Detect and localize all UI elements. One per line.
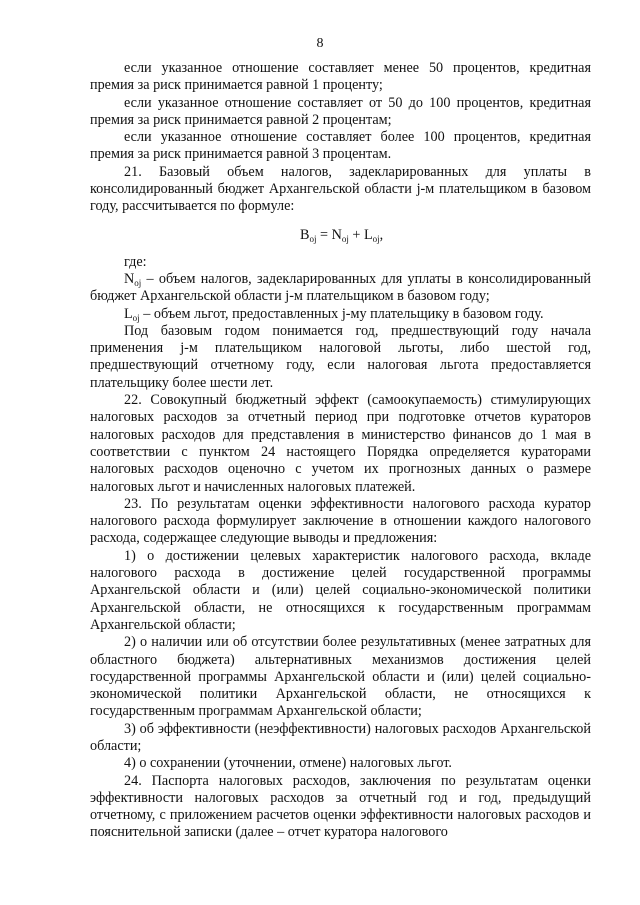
document-body bbox=[90, 60, 591, 842]
formula-lhs-subscript: oj bbox=[309, 233, 317, 244]
formula-term-l-subscript: oj bbox=[372, 233, 380, 244]
formula-term-n-subscript: oj bbox=[341, 233, 349, 244]
paragraph-item-23: 23. По результатам оценки эффективности налогового расхода куратор налогового расхода формулирует заключение в отношении каждого налогового расхода, содержащее следующие выводы и предложения: bbox=[90, 495, 591, 547]
paragraph-base-year: Под базовым годом понимается год, предшествующий году начала применения j-м плательщиком налоговой льготы, либо шестой год, предшествующий отчетному году, если налоговая льгота предоставляется плательщику более шести лет. bbox=[90, 322, 591, 391]
base-volume-formula bbox=[90, 226, 591, 244]
paragraph-conclusion-2: 2) о наличии или об отсутствии более результативных (менее затратных для областного бюджета) альтернативных механизмов достижения целей государственной программы Архангельской области и (или) целей социально-экономической политики Архангельской области, не относящихся к государственным программам Архангельской области; bbox=[90, 634, 591, 720]
paragraph-definition-l bbox=[90, 306, 591, 323]
definition-l-subscript: oj bbox=[132, 312, 140, 323]
formula-plus: + bbox=[348, 226, 364, 243]
definition-n-symbol: N bbox=[124, 270, 135, 287]
definition-l-symbol: L bbox=[124, 305, 133, 322]
paragraph-where: где: bbox=[124, 253, 147, 270]
paragraph-item-22: 22. Совокупный бюджетный эффект (самоокупаемость) стимулирующих налоговых расходов за отчетный период при подготовке отчетов кураторов налоговых расходов для представления в министерство финансов до 1 мая в соответствии с пунктом 24 настоящего Порядка определяется кураторами налоговых расходов оценочно с учетом их прогнозных данных о размере налоговых льгот и начисленных налоговых платежей. bbox=[90, 392, 591, 495]
paragraph-item-21: 21. Базовый объем налогов, задекларированных для уплаты в консолидированный бюджет Архангельской области j-м плательщиком в базовом году, рассчитывается по формуле: bbox=[90, 163, 591, 215]
paragraph-conclusion-3: 3) об эффективности (неэффективности) налоговых расходов Архангельской области; bbox=[90, 720, 591, 754]
paragraph-conclusion-1: 1) о достижении целевых характеристик налогового расхода, вкладе налогового расхода в достижение целей государственной программы Архангельской области и (или) целей социально-экономической политики Архангельской области, не относящихся к государственным программам Архангельской области; bbox=[90, 547, 591, 633]
paragraph-credit-premium-1: если указанное отношение составляет менее 50 процентов, кредитная премия за риск принимается равной 1 проценту; bbox=[90, 60, 591, 94]
formula-term-n: N bbox=[331, 226, 342, 243]
formula-end: , bbox=[379, 226, 384, 243]
formula-lhs: B bbox=[300, 226, 310, 243]
paragraph-conclusion-4: 4) о сохранении (уточнении, отмене) налоговых льгот. bbox=[124, 755, 452, 772]
definition-l-text: – объем льгот, предоставленных j-му плательщику в базовом году. bbox=[139, 305, 544, 322]
paragraph-definition-n bbox=[90, 271, 591, 306]
formula-term-l: L bbox=[363, 226, 373, 243]
formula-equals: = bbox=[316, 226, 332, 243]
paragraph-credit-premium-3: если указанное отношение составляет более 100 процентов, кредитная премия за риск принимается равной 3 процентам. bbox=[90, 129, 591, 163]
paragraph-item-24: 24. Паспорта налоговых расходов, заключения по результатам оценки эффективности налоговых расходов за отчетный год и год, предыдущий отчетному, с приложением расчетов оценки эффективности налоговых расходов и пояснительной записки (далее – отчет куратора налогового bbox=[90, 772, 591, 841]
definition-n-subscript: oj bbox=[134, 277, 142, 288]
page-number: 8 bbox=[316, 36, 324, 51]
definition-n-text: – объем налогов, задекларированных для уплаты в консолидированный бюджет Архангельской области j-м плательщиком в базовом году; bbox=[90, 270, 591, 305]
paragraph-credit-premium-2: если указанное отношение составляет от 50 до 100 процентов, кредитная премия за риск принимается равной 2 процентам; bbox=[90, 94, 591, 128]
